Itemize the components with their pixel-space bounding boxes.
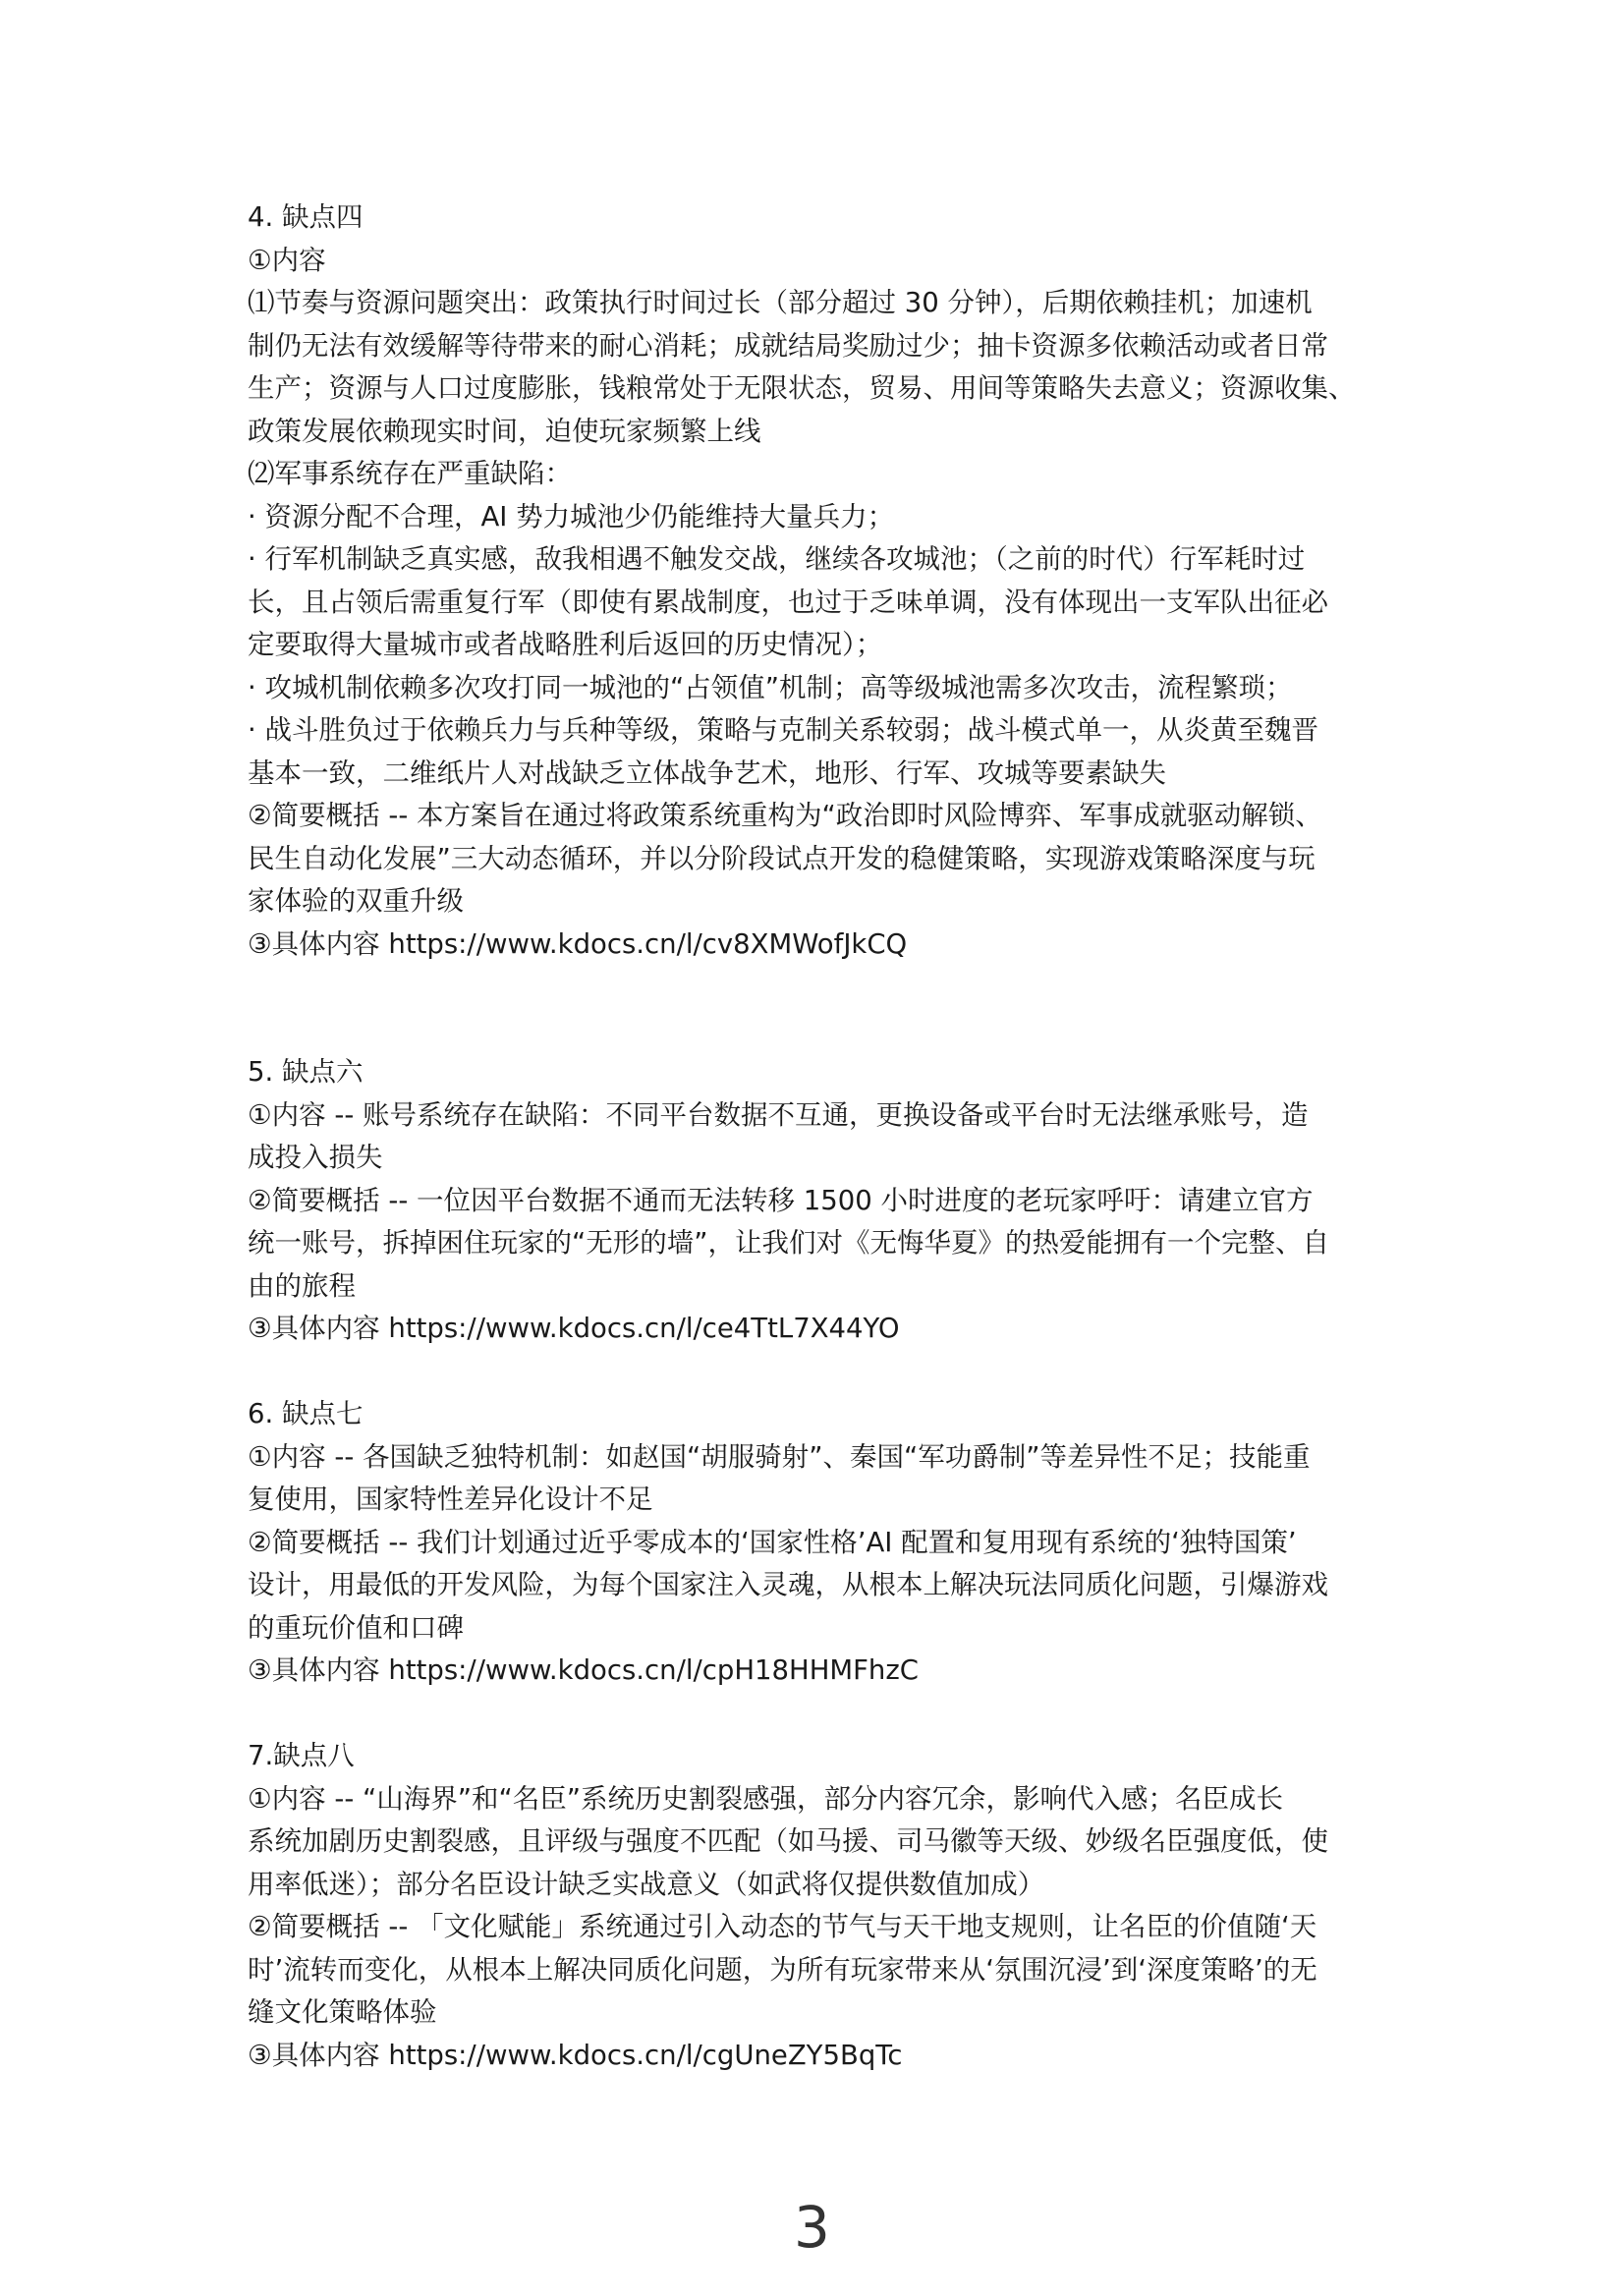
summary-line: ②简要概括 -- 「文化赋能」系统通过引入动态的节气与天干地支规则，让名臣的价值随‘天: [248, 1911, 1317, 1942]
bullet-line: · 攻城机制依赖多次攻打同一城池的“占领值”机制；高等级城池需多次攻击，流程繁琐；: [248, 671, 1293, 703]
paragraph-line: 政策发展依赖现实时间，迫使玩家频繁上线: [248, 415, 761, 447]
detail-link[interactable]: ③具体内容 https://www.kdocs.cn/l/cpH18HHMFhzC: [248, 1654, 919, 1686]
paragraph-line: 生产；资源与人口过度膨胀，钱粮常处于无限状态，贸易、用间等策略失去意义；资源收集、: [248, 372, 1356, 404]
summary-line: 时’流转而变化，从根本上解决同质化问题，为所有玩家带来从‘氛围沉浸’到‘深度策略’的无: [248, 1953, 1317, 1986]
paragraph-line: 长，且占领后需重复行军（即使有累战制度，也过于乏味单调，没有体现出一支军队出征必: [248, 586, 1328, 618]
summary-line: ②简要概括 -- 本方案旨在通过将政策系统重构为“政治即时风险博弈、军事成就驱动解锁、: [248, 800, 1322, 831]
paragraph-line: 系统加剧历史割裂感，且评级与强度不匹配（如马援、司马徽等天级、妙级名臣强度低，使: [248, 1825, 1328, 1857]
section-heading: 7.缺点八: [248, 1740, 355, 1771]
content-label: ①内容: [248, 244, 326, 276]
section-defect-4: [248, 196, 1387, 966]
summary-line: 由的旅程: [248, 1269, 356, 1302]
summary-line: 统一账号，拆掉困住玩家的“无形的墙”，让我们对《无悔华夏》的热爱能拥有一个完整、自: [248, 1227, 1329, 1259]
detail-link[interactable]: ③具体内容 https://www.kdocs.cn/l/cgUneZY5BqTc: [248, 2039, 903, 2071]
paragraph-line: 定要取得大量城市或者战略胜利后返回的历史情况）；: [248, 629, 883, 660]
section-defect-6: [248, 1051, 1387, 1351]
paragraph-line: ①内容 -- “山海界”和“名臣”系统历史割裂感强，部分内容冗余，影响代入感；名臣成长: [248, 1782, 1283, 1815]
detail-link[interactable]: ③具体内容 https://www.kdocs.cn/l/ce4TtL7X44YO: [248, 1313, 900, 1344]
page-number: 3: [794, 2194, 830, 2261]
paragraph-line: 制仍无法有效缓解等待带来的耐心消耗；成就结局奖励过少；抽卡资源多依赖活动或者日常: [248, 329, 1328, 362]
paragraph-line: ⑵军事系统存在严重缺陷：: [248, 458, 572, 489]
section-heading: 4. 缺点四: [248, 201, 364, 233]
paragraph-line: 用率低迷）；部分名臣设计缺乏实战意义（如武将仅提供数值加成）: [248, 1868, 1045, 1900]
paragraph-line: 复使用，国家特性差异化设计不足: [248, 1484, 653, 1515]
summary-line: ②简要概括 -- 一位因平台数据不通而无法转移 1500 小时进度的老玩家呼吁：请建立官方: [248, 1184, 1314, 1216]
bullet-line: · 资源分配不合理，AI 势力城池少仍能维持大量兵力；: [248, 500, 895, 532]
summary-line: 设计，用最低的开发风险，为每个国家注入灵魂，从根本上解决玩法同质化问题，引爆游戏: [248, 1569, 1328, 1600]
bullet-line: · 行军机制缺乏真实感，敌我相遇不触发交战，继续各攻城池；（之前的时代）行军耗时过: [248, 543, 1306, 575]
bullet-line: · 战斗胜负过于依赖兵力与兵种等级，策略与克制关系较弱；战斗模式单一，从炎黄至魏晋: [248, 714, 1318, 746]
summary-line: 家体验的双重升级: [248, 885, 464, 917]
detail-link[interactable]: ③具体内容 https://www.kdocs.cn/l/cv8XMWofJkCQ: [248, 927, 908, 960]
section-defect-8: [248, 1735, 1387, 2077]
paragraph-line: ①内容 -- 账号系统存在缺陷：不同平台数据不互通，更换设备或平台时无法继承账号，造: [248, 1098, 1309, 1131]
summary-line: 的重玩价值和口碑: [248, 1611, 464, 1644]
paragraph-line: 成投入损失: [248, 1142, 383, 1173]
section-heading: 5. 缺点六: [248, 1056, 364, 1088]
paragraph-line: ⑴节奏与资源问题突出：政策执行时间过长（部分超过 30 分钟），后期依赖挂机；加速机: [248, 287, 1313, 318]
paragraph-line: ①内容 -- 各国缺乏独特机制：如赵国“胡服骑射”、秦国“军功爵制”等差异性不足；技能重: [248, 1440, 1311, 1473]
document-body: [248, 196, 1387, 2077]
section-heading: 6. 缺点七: [248, 1398, 364, 1429]
summary-line: 缝文化策略体验: [248, 1996, 437, 2028]
summary-line: ②简要概括 -- 我们计划通过近乎零成本的‘国家性格’AI 配置和复用现有系统的‘独特国策’: [248, 1526, 1297, 1558]
paragraph-line: 基本一致，二维纸片人对战缺乏立体战争艺术，地形、行军、攻城等要素缺失: [248, 756, 1166, 789]
summary-line: 民生自动化发展”三大动态循环，并以分阶段试点开发的稳健策略，实现游戏策略深度与玩: [248, 842, 1316, 874]
section-defect-7: [248, 1393, 1387, 1693]
